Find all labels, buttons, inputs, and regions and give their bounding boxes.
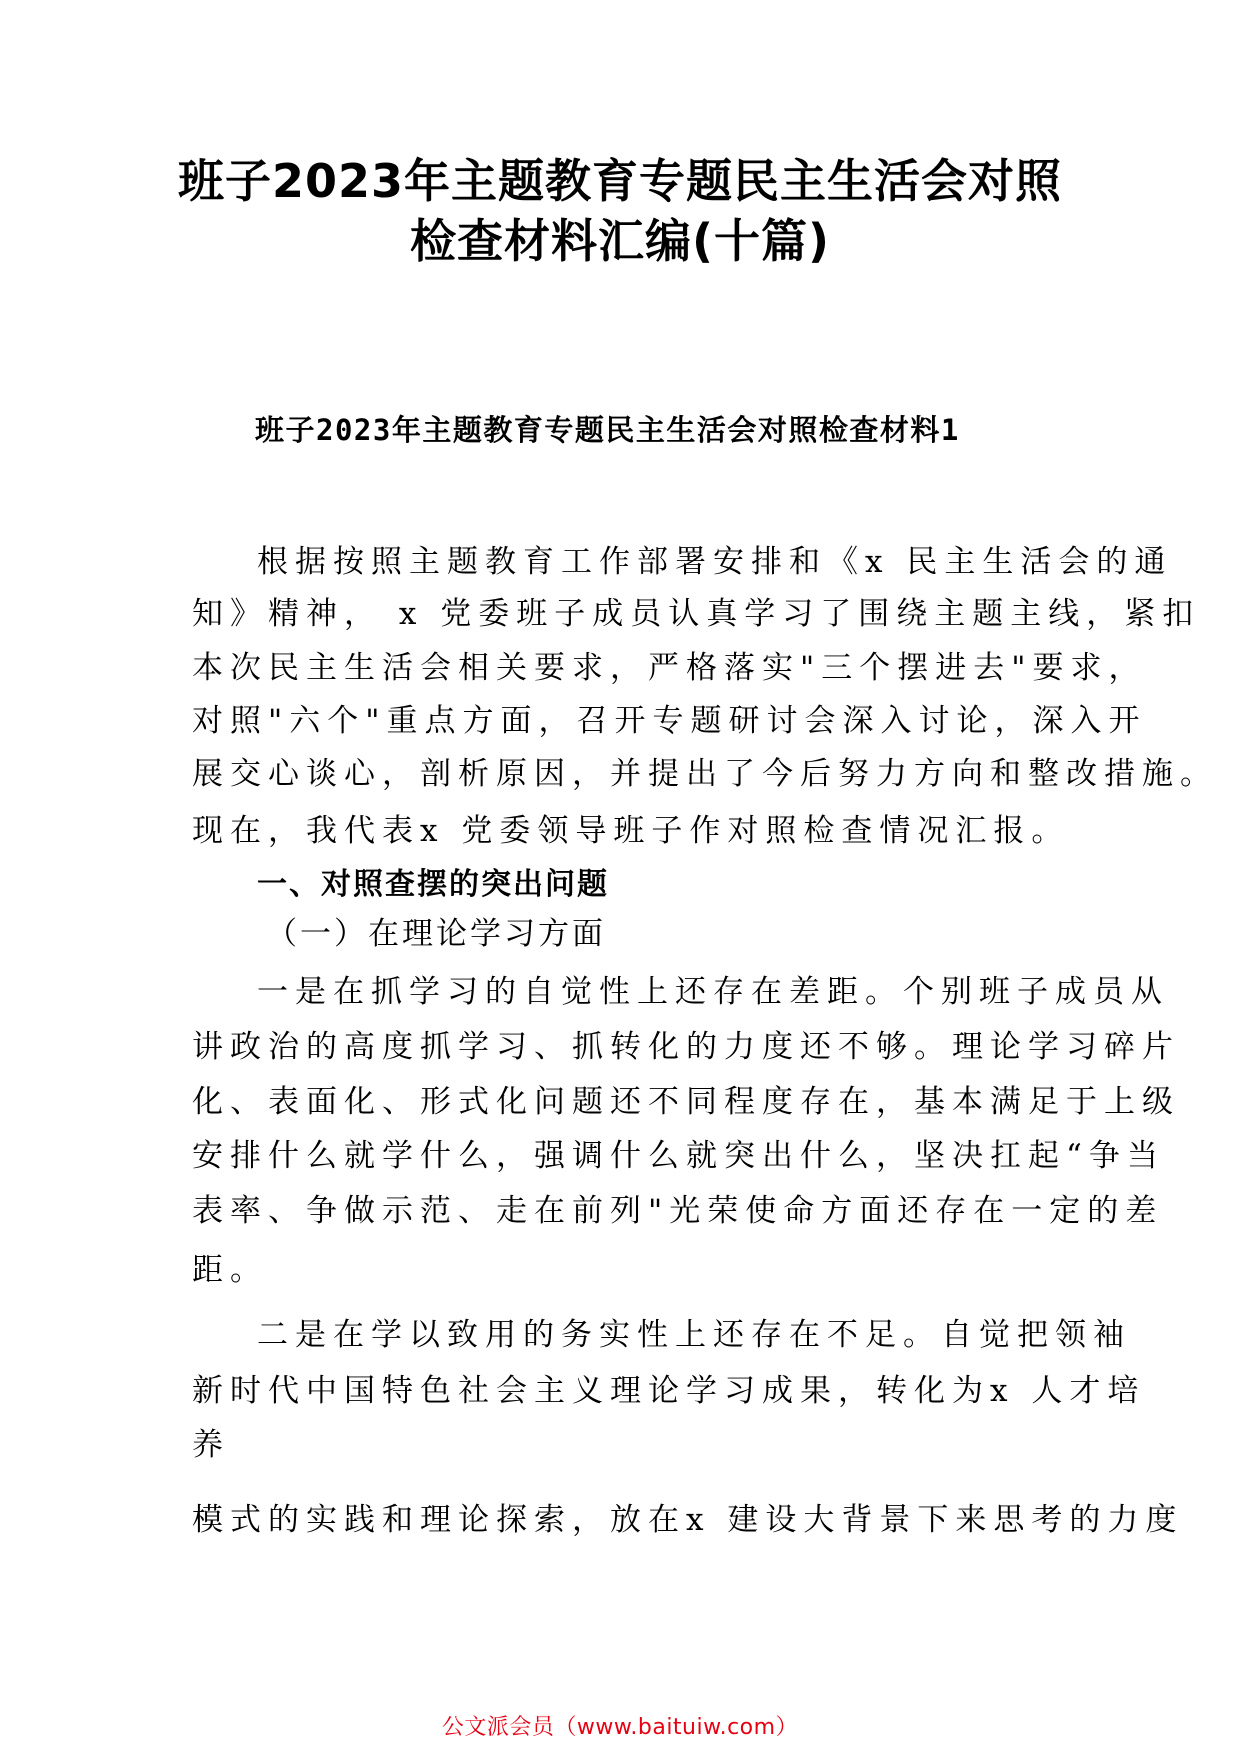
paragraph-line: 根据按照主题教育工作部署安排和《x 民主生活会的通 [257, 544, 1173, 580]
paragraph-line: 距。 [192, 1252, 268, 1288]
paragraph-line: 新时代中国特色社会主义理论学习成果，转化为x 人才培 [192, 1373, 1146, 1409]
paragraph-line: 知》精神， x 党委班子成员认真学习了围绕主题主线，紧扣 [192, 596, 1201, 632]
paragraph-line: 一是在抓学习的自觉性上还存在差距。个别班子成员从 [257, 974, 1169, 1010]
paragraph-line: 二是在学以致用的务实性上还存在不足。自觉把领袖 [257, 1317, 1131, 1353]
document-title-line-1: 班子2023年主题教育专题民主生活会对照 [177, 154, 1063, 208]
paragraph-line: 展交心谈心，剖析原因，并提出了今后努力方向和整改措施。 [192, 756, 1218, 792]
paragraph-line: 化、表面化、形式化问题还不同程度存在，基本满足于上级 [192, 1084, 1180, 1120]
document-title-line-2: 检查材料汇编(十篇) [409, 214, 831, 268]
paragraph-line: 表率、争做示范、走在前列"光荣使命方面还存在一定的差 [192, 1193, 1164, 1229]
paragraph-line: 安排什么就学什么，强调什么就突出什么，坚决扛起“争当 [192, 1138, 1165, 1174]
section-heading: 一、对照查摆的突出问题 [257, 867, 609, 902]
footer-watermark-text: 公文派会员（www.baituiw.com） [441, 1715, 799, 1740]
paragraph-line: 讲政治的高度抓学习、抓转化的力度还不够。理论学习碎片 [192, 1029, 1180, 1065]
subsection-heading: （一）在理论学习方面 [266, 916, 606, 952]
paragraph-line: 现在，我代表x 党委领导班子作对照检查情况汇报。 [192, 813, 1070, 849]
paragraph-line: 养 [192, 1427, 230, 1463]
document-subtitle: 班子2023年主题教育专题民主生活会对照检查材料1 [255, 413, 960, 447]
paragraph-line: 模式的实践和理论探索，放在x 建设大背景下来思考的力度 [192, 1502, 1184, 1538]
paragraph-line: 本次民主生活会相关要求，严格落实"三个摆进去"要求， [192, 650, 1147, 686]
paragraph-line: 对照"六个"重点方面，召开专题研讨会深入讨论，深入开 [192, 703, 1147, 739]
